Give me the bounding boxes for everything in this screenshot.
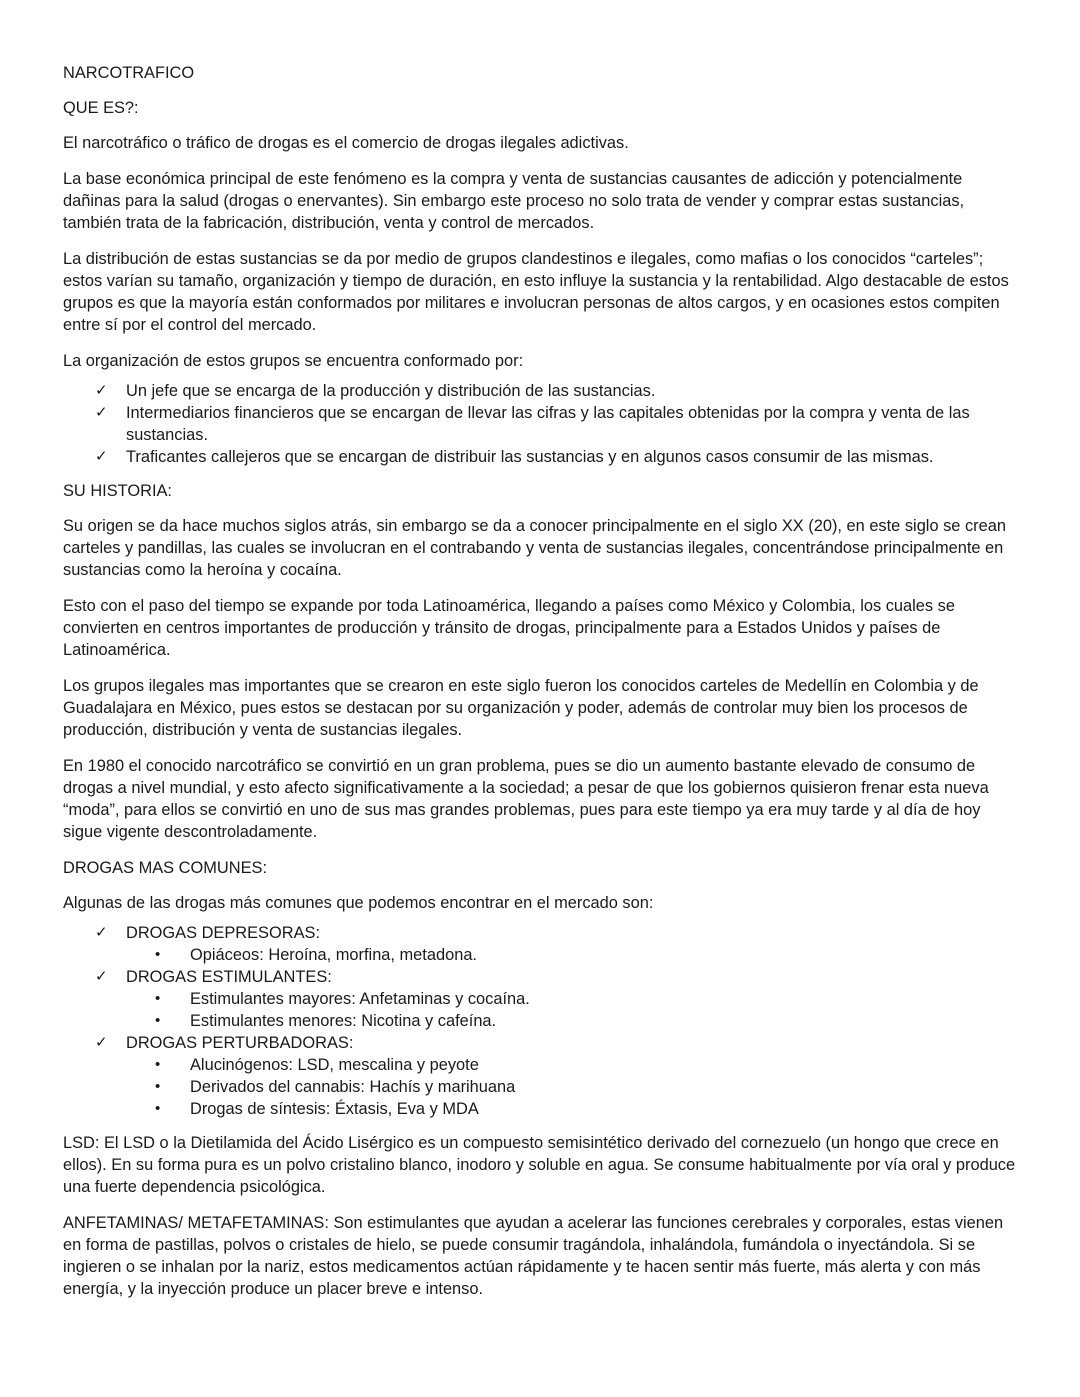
drug-group-name: DROGAS PERTURBADORAS:	[126, 1034, 354, 1052]
paragraph-history-expansion: Esto con el paso del tiempo se expande por toda Latinoamérica, llegando a países como México y Colombia, los cuales se convierten en centros importantes de producción y tránsito de drogas, principalmente para a Estados Unidos y países de Latinoamérica.	[63, 597, 955, 659]
drug-item	[126, 1098, 1020, 1120]
drug-items-list	[126, 1054, 1020, 1120]
drug-group	[63, 1032, 1020, 1120]
paragraph-history-cartels: Los grupos ilegales mas importantes que se crearon en este siglo fueron los conocidos carteles de Medellín en Colombia y de Guadalajara en México, pues estos se destacan por su organización y poder, además de controlar muy bien los procesos de producción, distribución y venta de sustancias ilegales.	[63, 677, 979, 739]
drug-item-text: Derivados del cannabis: Hachís y marihuana	[190, 1078, 516, 1096]
checkmark-icon: ✓	[95, 448, 108, 465]
paragraph-anfetaminas: ANFETAMINAS/ METAFETAMINAS: Son estimulantes que ayudan a acelerar las funciones cerebrales y corporales, estas vienen en forma de pastillas, polvos o cristales de hielo, se puede consumir tragándola, inhalándola, fumándola o inyectándola. Si se ingieren o se inhalan por la nariz, estos medicamentos actúan rápidamente y te hacen sentir más fuerte, más alerta y con más energía, y la inyección produce un placer breve e intenso.	[63, 1214, 1004, 1298]
drug-item	[126, 1010, 1020, 1032]
checkmark-icon: ✓	[95, 404, 108, 421]
list-item-text: Un jefe que se encarga de la producción y distribución de las sustancias.	[126, 382, 656, 400]
bullet-icon: •	[155, 1078, 161, 1095]
bullet-icon: •	[155, 990, 161, 1007]
list-item-text: Traficantes callejeros que se encargan de distribuir las sustancias y en algunos casos consumir de las mismas.	[126, 448, 934, 466]
drug-group	[63, 966, 1020, 1032]
list-item	[63, 380, 1020, 402]
drug-item-text: Estimulantes menores: Nicotina y cafeína.	[190, 1012, 497, 1030]
drug-item	[126, 1076, 1020, 1098]
paragraph-distribution: La distribución de estas sustancias se da por medio de grupos clandestinos e ilegales, como mafias o los conocidos “carteles”; estos varían su tamaño, organización y tiempo de duración, en esto influye la sustancia y la rentabilidad. Algo destacable de estos grupos es que la mayoría están conformados por militares e involucran personas de altos cargos, y en ocasiones estos compiten entre sí por el control del mercado.	[63, 250, 1009, 334]
drug-item-text: Drogas de síntesis: Éxtasis, Eva y MDA	[190, 1100, 479, 1118]
drug-item-text: Opiáceos: Heroína, morfina, metadona.	[190, 946, 477, 964]
drug-item	[126, 1054, 1020, 1076]
paragraph-organization-intro: La organización de estos grupos se encuentra conformado por:	[63, 352, 524, 370]
drug-items-list	[126, 944, 1020, 966]
list-item-text: Intermediarios financieros que se encargan de llevar las cifras y las capitales obtenidas por la compra y venta de las sustancias.	[126, 404, 970, 444]
paragraph-lsd: LSD: El LSD o la Dietilamida del Ácido Lisérgico es un compuesto semisintético derivado del cornezuelo (un hongo que crece en ellos). En su forma pura es un polvo cristalino blanco, inodoro y soluble en agua. Se consume habitualmente por vía oral y produce una fuerte dependencia psicológica.	[63, 1134, 1016, 1196]
paragraph-economic-base: La base económica principal de este fenómeno es la compra y venta de sustancias causantes de adicción y potencialmente dañinas para la salud (drogas o enervantes). Sin embargo este proceso no solo trata de vender y comprar estas sustancias, también trata de la fabricación, distribución, venta y control de mercados.	[63, 170, 965, 232]
section-heading-drogas: DROGAS MAS COMUNES:	[63, 859, 267, 877]
bullet-icon: •	[155, 1100, 161, 1117]
paragraph-history-1980: En 1980 el conocido narcotráfico se convirtió en un gran problema, pues se dio un aumento bastante elevado de consumo de drogas a nivel mundial, y esto afecto significativamente a la sociedad; a pesar de que los gobiernos quisieron frenar esta nueva “moda”, para ellos se convirtió en uno de sus mas grandes problemas, pues para este tiempo ya era muy tarde y al día de hoy sigue vigente descontroladamente.	[63, 757, 989, 841]
list-item	[63, 402, 1020, 446]
drug-group-name: DROGAS ESTIMULANTES:	[126, 968, 332, 986]
drug-item	[126, 988, 1020, 1010]
document-title: NARCOTRAFICO	[63, 64, 195, 82]
drug-groups-list	[63, 922, 1020, 1120]
section-heading-historia: SU HISTORIA:	[63, 482, 172, 500]
drug-group	[63, 922, 1020, 966]
checkmark-icon: ✓	[95, 924, 108, 941]
drug-group-name: DROGAS DEPRESORAS:	[126, 924, 320, 942]
paragraph-drugs-intro: Algunas de las drogas más comunes que podemos encontrar en el mercado son:	[63, 894, 654, 912]
drug-item	[126, 944, 1020, 966]
paragraph-definition: El narcotráfico o tráfico de drogas es el comercio de drogas ilegales adictivas.	[63, 134, 629, 152]
bullet-icon: •	[155, 1056, 161, 1073]
drug-items-list	[126, 988, 1020, 1032]
bullet-icon: •	[155, 1012, 161, 1029]
list-item	[63, 446, 1020, 468]
checkmark-icon: ✓	[95, 382, 108, 399]
bullet-icon: •	[155, 946, 161, 963]
organization-list	[63, 380, 1020, 468]
section-heading-que-es: QUE ES?:	[63, 99, 139, 117]
checkmark-icon: ✓	[95, 1034, 108, 1051]
checkmark-icon: ✓	[95, 968, 108, 985]
drug-item-text: Alucinógenos: LSD, mescalina y peyote	[190, 1056, 479, 1074]
drug-item-text: Estimulantes mayores: Anfetaminas y cocaína.	[190, 990, 530, 1008]
paragraph-history-origin: Su origen se da hace muchos siglos atrás, sin embargo se da a conocer principalmente en el siglo XX (20), en este siglo se crean carteles y pandillas, las cuales se involucran en el contrabando y venta de sustancias ilegales, concentrándose principalmente en sustancias como la heroína y cocaína.	[63, 517, 1006, 579]
